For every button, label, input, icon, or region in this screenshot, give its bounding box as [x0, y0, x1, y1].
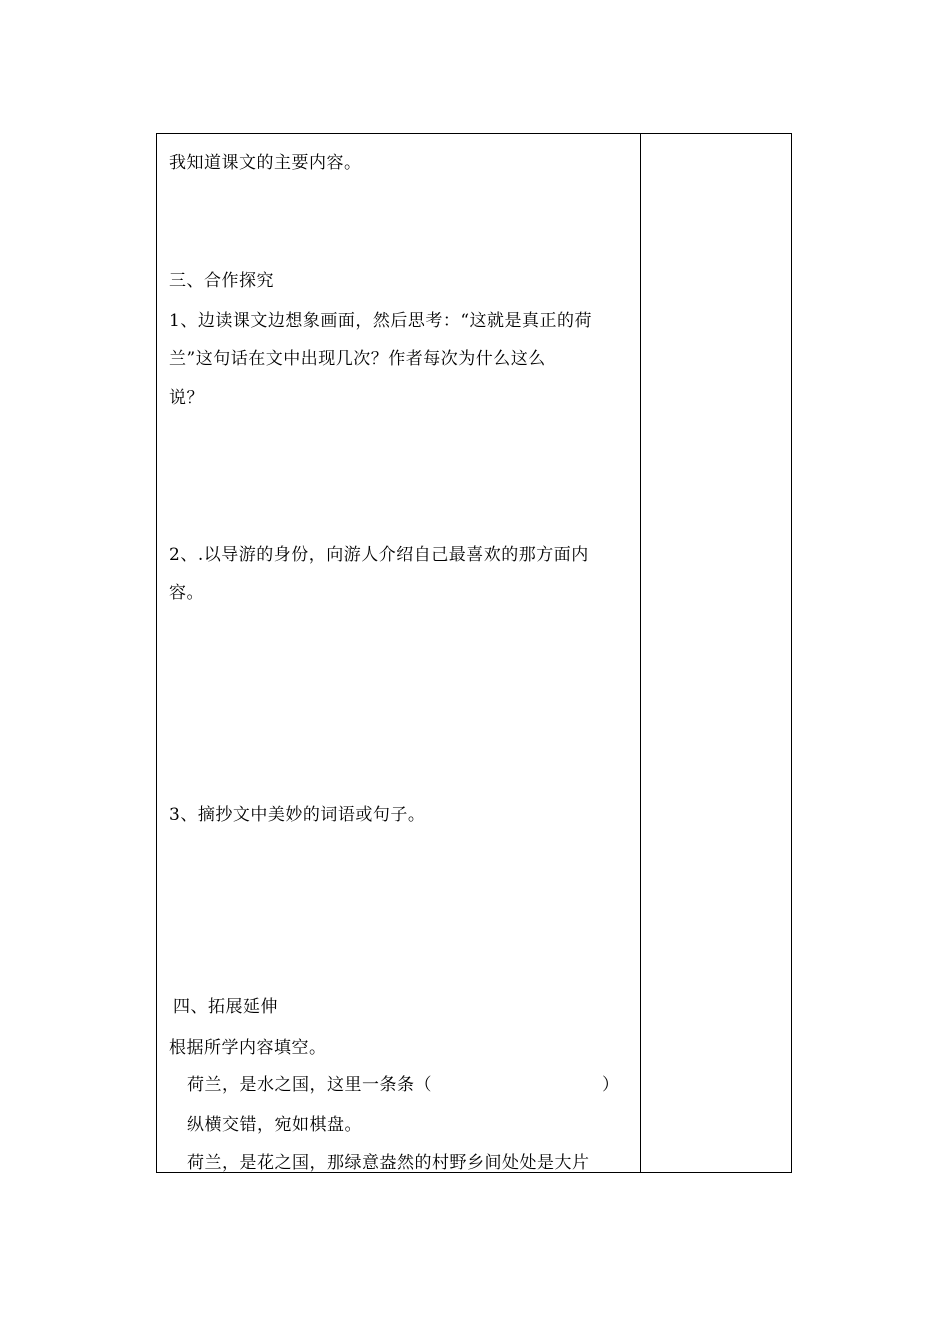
question-1-line-1: 1、边读课文边想象画面，然后思考：“这就是真正的荷 — [169, 311, 593, 331]
section-heading-cooperative-inquiry: 三、合作探究 — [169, 271, 274, 291]
fill-blank-sentence-1-cont: 纵横交错，宛如棋盘。 — [187, 1115, 362, 1135]
main-content-prompt: 我知道课文的主要内容。 — [169, 153, 362, 173]
fill-blank-sentence-1-start: 荷兰，是水之国，这里一条条（ — [187, 1075, 432, 1095]
fill-blank-sentence-2: 荷兰，是花之国，那绿意盎然的村野乡间处处是大片 — [187, 1153, 590, 1173]
question-1-line-3: 说？ — [169, 388, 204, 408]
question-2-line-2: 容。 — [169, 583, 204, 603]
question-3: 3、摘抄文中美妙的词语或句子。 — [169, 805, 426, 825]
fill-blank-instruction: 根据所学内容填空。 — [169, 1038, 327, 1058]
worksheet-table — [156, 133, 792, 1173]
fill-blank-sentence-1 — [187, 1074, 620, 1096]
fill-blank-sentence-1-end: ） — [602, 1075, 620, 1095]
content-column — [157, 134, 640, 1172]
section-heading-extension: 四、拓展延伸 — [173, 997, 278, 1017]
question-1-line-2: 兰”这句话在文中出现几次？作者每次为什么这么 — [169, 349, 546, 369]
question-2-line-1: 2、.以导游的身份，向游人介绍自己最喜欢的那方面内 — [169, 545, 589, 565]
notes-column — [641, 134, 791, 1172]
